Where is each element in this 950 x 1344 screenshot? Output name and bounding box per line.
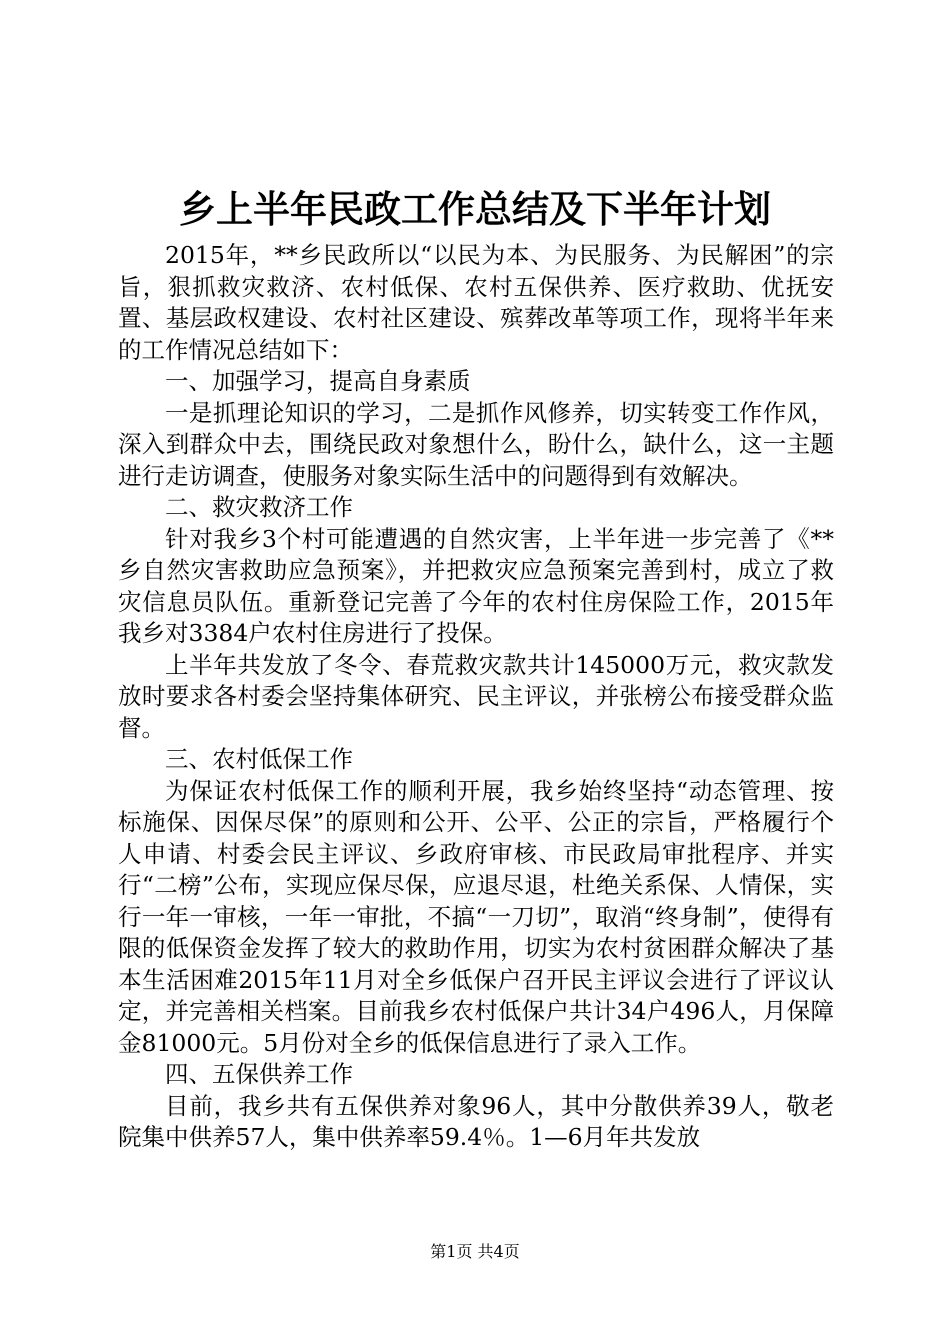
- document-title: 乡上半年民政工作总结及下半年计划: [179, 187, 771, 231]
- section-1-paragraph: 一是抓理论知识的学习，二是抓作风修养，切实转变工作作风，深入到群众中去，围绕民政对象想什么，盼什么，缺什么，这一主题进行走访调查，使服务对象实际生活中的问题得到有效解决。: [118, 398, 834, 490]
- document-body: [118, 240, 834, 1154]
- section-2-paragraph-2: 上半年共发放了冬令、春荒救灾款共计145000万元，救灾款发放时要求各村委会坚持集体研究、民主评议，并张榜公布接受群众监督。: [118, 650, 834, 742]
- section-heading-2: 二、救灾救济工作: [165, 493, 353, 521]
- section-3-paragraph: 为保证农村低保工作的顺利开展，我乡始终坚持“动态管理、按标施保、因保尽保”的原则和公开、公平、公正的宗旨，严格履行个人申请、村委会民主评议、乡政府审核、市民政局审批程序、并实行“二榜”公布，实现应保尽保，应退尽退，杜绝关系保、人情保，实行一年一审核，一年一审批，不搞“一刀切”，取消“终身制”，使得有限的低保资金发挥了较大的救助作用，切实为农村贫困群众解决了基本生活困难2015年11月对全乡低保户召开民主评议会进行了评议认定，并完善相关档案。目前我乡农村低保户共计34户496人，月保障金81000元。5月份对全乡的低保信息进行了录入工作。: [118, 776, 834, 1057]
- section-4-paragraph: 目前，我乡共有五保供养对象96人，其中分散供养39人，敬老院集中供养57人，集中供养率59.4％。1—6月年共发放: [118, 1091, 834, 1151]
- intro-paragraph: 2015年，**乡民政所以“以民为本、为民服务、为民解困”的宗旨，狠抓救灾救济、农村低保、农村五保供养、医疗救助、优抚安置、基层政权建设、农村社区建设、殡葬改革等项工作，现将半年来的工作情况总结如下：: [118, 241, 834, 364]
- page-number-footer: 第1页 共4页: [430, 1242, 520, 1261]
- section-heading-4: 四、五保供养工作: [165, 1060, 353, 1088]
- section-heading-3: 三、农村低保工作: [165, 745, 353, 773]
- section-heading-1: 一、加强学习，提高自身素质: [165, 367, 471, 395]
- section-2-paragraph-1: 针对我乡3个村可能遭遇的自然灾害，上半年进一步完善了《**乡自然灾害救助应急预案》，并把救灾应急预案完善到村，成立了救灾信息员队伍。重新登记完善了今年的农村住房保险工作，2015年我乡对3384户农村住房进行了投保。: [118, 524, 834, 647]
